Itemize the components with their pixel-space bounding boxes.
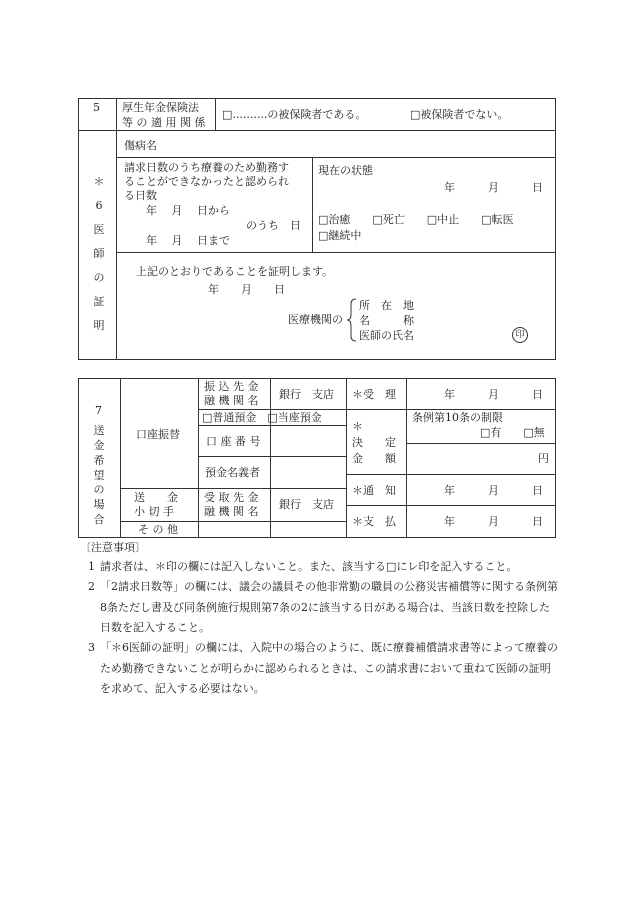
certify-statement: 上記のとおりであることを証明します。 xyxy=(136,265,334,278)
note-text: 「2請求日数等」の欄には、議会の議員その他非常勤の職員の公務災害補償等に関する条例第8条ただし書及び同条例施行規則第7条の2に該当する日がある場合は、当該日数を控除した日数を記入すること。 xyxy=(100,580,558,635)
sec7-method-divider xyxy=(198,378,199,538)
disease-bottom-line xyxy=(116,157,556,158)
account-transfer-label: 口座振替 xyxy=(136,428,180,441)
decision-label-line1: 決 定 xyxy=(352,436,396,449)
recv-bank-label-line1: 受 取 先 金 xyxy=(204,491,259,504)
sec5-insured-checkbox[interactable]: □..........の被保険者である。 xyxy=(222,108,367,121)
note-item xyxy=(80,557,560,577)
decision-label-line2: 金 額 xyxy=(352,452,396,465)
receipt-date: 年 月 日 xyxy=(444,388,543,401)
note-text: 請求者は、＊印の欄には記入しないこと。また、該当する□にレ印を記入すること。 xyxy=(100,560,518,573)
recv-bank-branch-field[interactable]: 銀行 支店 xyxy=(279,498,334,511)
other-label: そ の 他 xyxy=(138,523,178,536)
institution-prefix: 医療機関の xyxy=(288,313,343,326)
sec7-side-label: 送金希望の場合 xyxy=(93,424,105,527)
decision-star: ＊ xyxy=(352,420,363,433)
note-number: 3 xyxy=(88,641,95,655)
admin-line-1 xyxy=(346,409,556,410)
admin-line-3 xyxy=(346,474,556,475)
deposit-type-options[interactable]: □普通預金 □当座預金 xyxy=(202,411,322,424)
note-item xyxy=(80,638,560,699)
days-from: 年 月 日から xyxy=(146,204,230,217)
sec5-not-insured-checkbox[interactable]: □被保険者でない。 xyxy=(410,108,509,121)
notice-label: ＊通 知 xyxy=(352,484,396,497)
row-line-1 xyxy=(198,409,346,410)
sec5-label-line2: 等 の 適 用 関 係 xyxy=(122,116,206,129)
admin-line-2 xyxy=(406,443,556,444)
account-number-label: 口 座 番 号 xyxy=(206,435,261,448)
current-status-label: 現在の状態 xyxy=(318,164,373,177)
certify-date: 年 月 日 xyxy=(208,283,285,296)
disease-name-label: 傷病名 xyxy=(124,139,157,152)
yen-unit: 円 xyxy=(538,452,549,465)
notes-list xyxy=(80,557,560,699)
sec7-field-divider xyxy=(270,378,271,538)
limit-options[interactable]: □有 □無 xyxy=(480,426,545,439)
sec5-bottom-line xyxy=(78,130,556,131)
recv-bank-label-line2: 融 機 関 名 xyxy=(204,505,259,518)
notice-date: 年 月 日 xyxy=(444,484,543,497)
institution-name-label: 名 称 xyxy=(359,314,414,327)
bank-label-line1: 振 込 先 金 xyxy=(204,380,259,393)
note-item xyxy=(80,577,560,638)
row-line-3 xyxy=(198,456,346,457)
check-label-line1: 送 金 xyxy=(134,491,178,504)
admin-line-4 xyxy=(346,505,556,506)
row-line-2 xyxy=(198,425,346,426)
institution-address-label: 所 在 地 xyxy=(359,299,414,312)
sec7-number: 7 xyxy=(95,404,102,417)
current-status-date: 年 月 日 xyxy=(444,181,543,194)
days-status-divider xyxy=(312,157,313,252)
doctor-name-label: 医師の氏名 xyxy=(359,329,414,342)
sec7-right-divider xyxy=(346,378,347,538)
days-until: 年 月 日まで xyxy=(146,234,230,247)
sec5-num-divider xyxy=(116,98,117,130)
row-line-5 xyxy=(120,521,346,522)
days-of-which: のうち 日 xyxy=(246,219,301,232)
notes-header: 〔注意事項〕 xyxy=(80,541,146,554)
note-text: 「＊6医師の証明」の欄には、入院中の場合のように、既に療養補償請求書等によって療養のため勤務できないことが明らかに認められるときは、この請求書において重ねて医師の証明を求めて、記入する必要はない。 xyxy=(100,641,558,696)
brace-icon xyxy=(347,298,357,342)
limit-title: 条例第10条の制限 xyxy=(412,411,503,424)
status-continuing-option[interactable]: □継続中 xyxy=(318,229,362,242)
account-holder-label: 預金名義者 xyxy=(205,466,260,479)
payment-date: 年 月 日 xyxy=(444,515,543,528)
certify-top-line xyxy=(116,252,556,253)
sec6-side-divider xyxy=(116,130,117,360)
sec5-number: 5 xyxy=(93,101,100,114)
sec7-side-divider xyxy=(120,378,121,538)
note-number: 1 xyxy=(88,560,95,573)
days-label-line2: ることができなかったと認められ xyxy=(124,175,289,188)
seal-icon: 印 xyxy=(512,327,528,343)
sec7-status-divider xyxy=(406,378,407,538)
note-number: 2 xyxy=(88,580,95,594)
check-label-line2: 小 切 手 xyxy=(134,505,174,518)
sec5-label-divider xyxy=(215,98,216,130)
status-options[interactable]: □治癒 □死亡 □中止 □転医 xyxy=(318,213,514,226)
days-label-line1: 請求日数のうち療養のため勤務す xyxy=(124,161,289,174)
sec6-side-label: ＊6医師の証明 xyxy=(93,175,105,332)
receipt-label: ＊受 理 xyxy=(352,388,396,401)
bank-branch-field[interactable]: 銀行 支店 xyxy=(279,388,334,401)
days-label-line3: る日数 xyxy=(124,189,157,202)
payment-label: ＊支 払 xyxy=(352,515,396,528)
bank-label-line2: 融 機 関 名 xyxy=(204,394,259,407)
sec5-label-line1: 厚生年金保険法 xyxy=(122,101,199,114)
row-line-4 xyxy=(120,488,346,489)
